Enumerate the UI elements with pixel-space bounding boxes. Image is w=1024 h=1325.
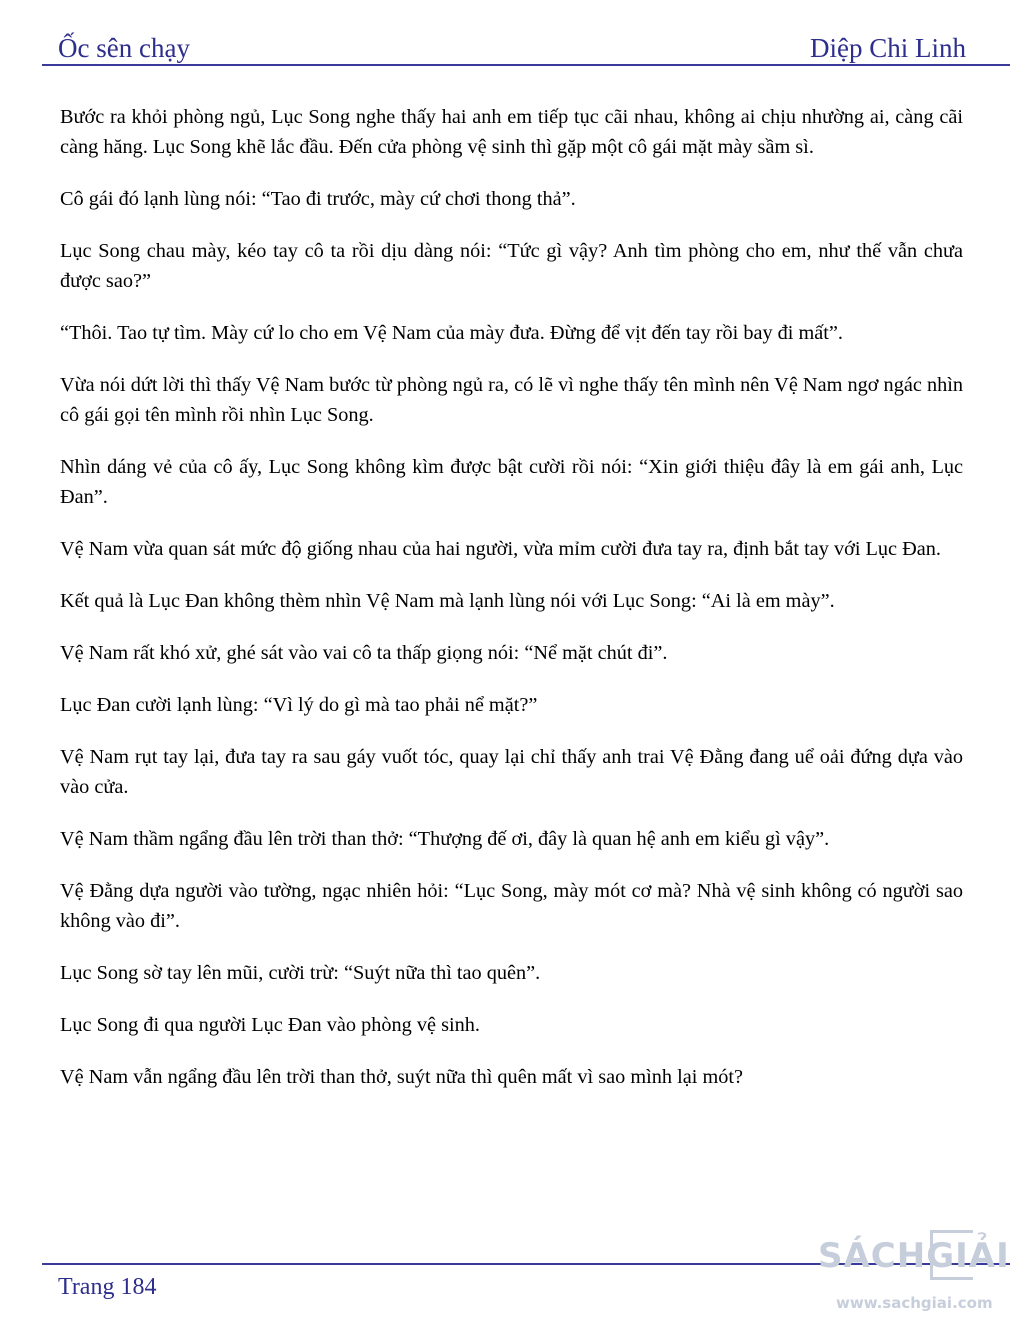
author-name: Diệp Chi Linh [810,33,966,63]
paragraph: Vệ Đằng dựa người vào tường, ngạc nhiên hỏi: “Lục Song, mày mót cơ mà? Nhà vệ sinh không có người sao không vào đi”. [60,880,963,932]
paragraph: Vừa nói dứt lời thì thấy Vệ Nam bước từ phòng ngủ ra, có lẽ vì nghe thấy tên mình nên Vệ Nam ngơ ngác nhìn cô gái gọi tên mình rồi nhìn Lục Song. [60,374,963,426]
paragraph: Vệ Nam thầm ngẩng đầu lên trời than thở: “Thượng đế ơi, đây là quan hệ anh em kiểu gì vậy”. [60,828,830,850]
paragraph: “Thôi. Tao tự tìm. Mày cứ lo cho em Vệ Nam của mày đưa. Đừng để vịt đến tay rồi bay đi mất”. [60,322,843,344]
paragraph: Vệ Nam rụt tay lại, đưa tay ra sau gáy vuốt tóc, quay lại chỉ thấy anh trai Vệ Đằng đang uể oải đứng dựa vào vào cửa. [60,746,963,798]
paragraph: Kết quả là Lục Đan không thèm nhìn Vệ Nam mà lạnh lùng nói với Lục Song: “Ai là em mày”. [60,590,835,612]
paragraph: Cô gái đó lạnh lùng nói: “Tao đi trước, mày cứ chơi thong thả”. [60,188,576,210]
watermark-logo [818,1228,1024,1323]
paragraph: Vệ Nam vừa quan sát mức độ giống nhau của hai người, vừa mỉm cười đưa tay ra, định bắt tay với Lục Đan. [60,538,941,560]
paragraph: Lục Song chau mày, kéo tay cô ta rồi dịu dàng nói: “Tức gì vậy? Anh tìm phòng cho em, như thế vẫn chưa được sao?” [60,240,963,292]
page-number: Trang 184 [58,1274,157,1300]
paragraph: Vệ Nam rất khó xử, ghé sát vào vai cô ta thấp giọng nói: “Nể mặt chút đi”. [60,642,668,664]
paragraph: Vệ Nam vẫn ngẩng đầu lên trời than thở, suýt nữa thì quên mất vì sao mình lại mót? [60,1066,743,1088]
watermark-brand: SÁCHGIẢI [818,1236,1010,1276]
paragraph: Lục Song sờ tay lên mũi, cười trừ: “Suýt nữa thì tao quên”. [60,962,541,984]
paragraph: Bước ra khỏi phòng ngủ, Lục Song nghe thấy hai anh em tiếp tục cãi nhau, không ai chịu nhường ai, càng cãi càng hăng. Lục Song khẽ lắc đầu. Đến cửa phòng vệ sinh thì gặp một cô gái mặt mày sầm sì. [60,106,963,158]
book-title: Ốc sên chạy [58,33,190,63]
paragraph: Lục Đan cười lạnh lùng: “Vì lý do gì mà tao phải nể mặt?” [60,694,538,716]
page-header [58,24,966,64]
watermark-url: www.sachgiai.com [836,1294,993,1312]
paragraph: Nhìn dáng vẻ của cô ấy, Lục Song không kìm được bật cười rồi nói: “Xin giới thiệu đây là em gái anh, Lục Đan”. [60,456,963,508]
header-divider [42,64,1010,66]
page-body [60,102,963,1114]
paragraph: Lục Song đi qua người Lục Đan vào phòng vệ sinh. [60,1014,480,1036]
